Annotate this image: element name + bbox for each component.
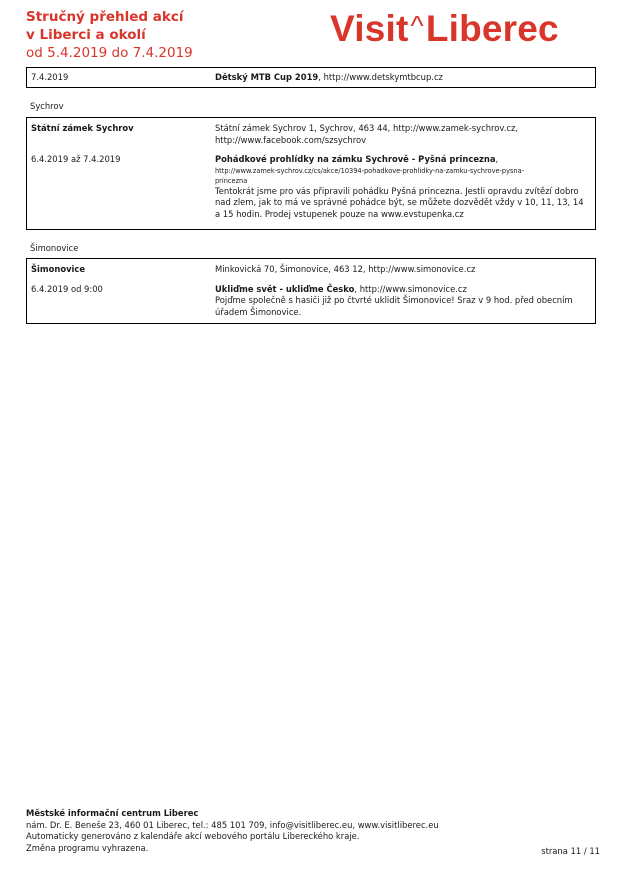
document-title xyxy=(26,8,286,62)
section-heading-sychrov: Sychrov xyxy=(30,101,64,111)
logo-word-liberec: Liberec xyxy=(425,8,559,49)
venue-box-sychrov xyxy=(26,117,596,230)
event-box-top xyxy=(26,67,596,88)
venue-name: Státní zámek Sychrov xyxy=(31,123,134,133)
event-row xyxy=(27,72,595,84)
footer-address: nám. Dr. E. Beneše 23, 460 01 Liberec, tel.: 485 101 709, info@visitliberec.eu, www.visitliberec.eu xyxy=(26,819,439,830)
footer-org: Městské informační centrum Liberec xyxy=(26,808,199,818)
event-name: Pohádkové prohlídky na zámku Sychrově - Pyšná princezna xyxy=(215,154,496,164)
footer-generated: Automaticky generováno z kalendáře akcí webového portálu Libereckého kraje. xyxy=(26,831,360,841)
event-description: Tentokrát jsme pro vás připravili pohádku Pyšná princezna. Jestli opravdu zvítězí dobro nad zlem, jak to má ve správné pohádce být, se můžete dozvědět vždy v 10, 11, 13, 14 a 15 hodin. Prodej vstupenek pouze na www.evstupenka.cz xyxy=(215,185,584,219)
logo-caret: ^ xyxy=(410,10,424,41)
section-heading-simonovice: Šimonovice xyxy=(30,243,79,253)
event-date: 7.4.2019 xyxy=(31,72,69,82)
title-line-2: v Liberci a okolí xyxy=(26,27,146,43)
venue-name: Šimonovice xyxy=(31,264,86,274)
title-line-1: Stručný přehled akcí xyxy=(26,9,184,25)
event-date: 6.4.2019 od 9:00 xyxy=(31,283,103,294)
event-date: 6.4.2019 až 7.4.2019 xyxy=(31,154,121,164)
event-row: 6.4.2019 až 7.4.2019 Pohádkové prohlídky na zámku Sychrově - Pyšná princezna, http://www.zamek-sychrov.cz/cs/akce/10394-pohadkove-prohlidky-na-zamku-sychrove-pysna- princezna Tentokrát jsme pro vás připravili pohádku Pyšná princezna. Jestli opravdu zvítězí dobro nad zlem, jak to má ve správné pohádce být, se můžete dozvědět vždy v 10, 11, 13, 14 a 15 hodin. Prodej vstupenek pouze na www.evstupenka.cz xyxy=(27,154,595,220)
date-range: od 5.4.2019 do 7.4.2019 xyxy=(26,45,193,61)
logo-word-visit: Visit xyxy=(330,8,409,49)
footer-note: Změna programu vyhrazena. xyxy=(26,842,149,853)
venue-row xyxy=(27,123,595,146)
venue-facebook-link[interactable]: http://www.facebook.com/szsychrov xyxy=(215,134,367,145)
event-name: Ukliďme svět - ukliďme Česko xyxy=(215,283,355,294)
visit-liberec-logo xyxy=(330,6,559,49)
event-link[interactable]: http://www.zamek-sychrov.cz/cs/akce/10394-pohadkove-prohlidky-na-zamku-sychrove-pysna- princezna xyxy=(215,166,525,185)
page-number: strana 11 / 11 xyxy=(541,846,600,856)
venue-box-simonovice xyxy=(26,258,596,324)
event-description: Pojďme společně s hasiči již po čtvrté uklidit Šimonovice! Sraz v 9 hod. před obecním úřadem Šimonovice. xyxy=(215,295,573,317)
venue-address: Minkovická 70, Šimonovice, 463 12, http://www.simonovice.cz xyxy=(215,264,476,274)
venue-row xyxy=(27,264,595,276)
venue-address: Státní zámek Sychrov 1, Sychrov, 463 44, http://www.zamek-sychrov.cz, xyxy=(215,123,519,133)
event-row xyxy=(27,284,595,319)
event-link[interactable]: , http://www.detskymtbcup.cz xyxy=(318,72,443,82)
event-name: Dětský MTB Cup 2019 xyxy=(215,72,319,82)
page-footer xyxy=(26,808,600,854)
event-link[interactable]: , http://www.simonovice.cz xyxy=(354,283,467,294)
